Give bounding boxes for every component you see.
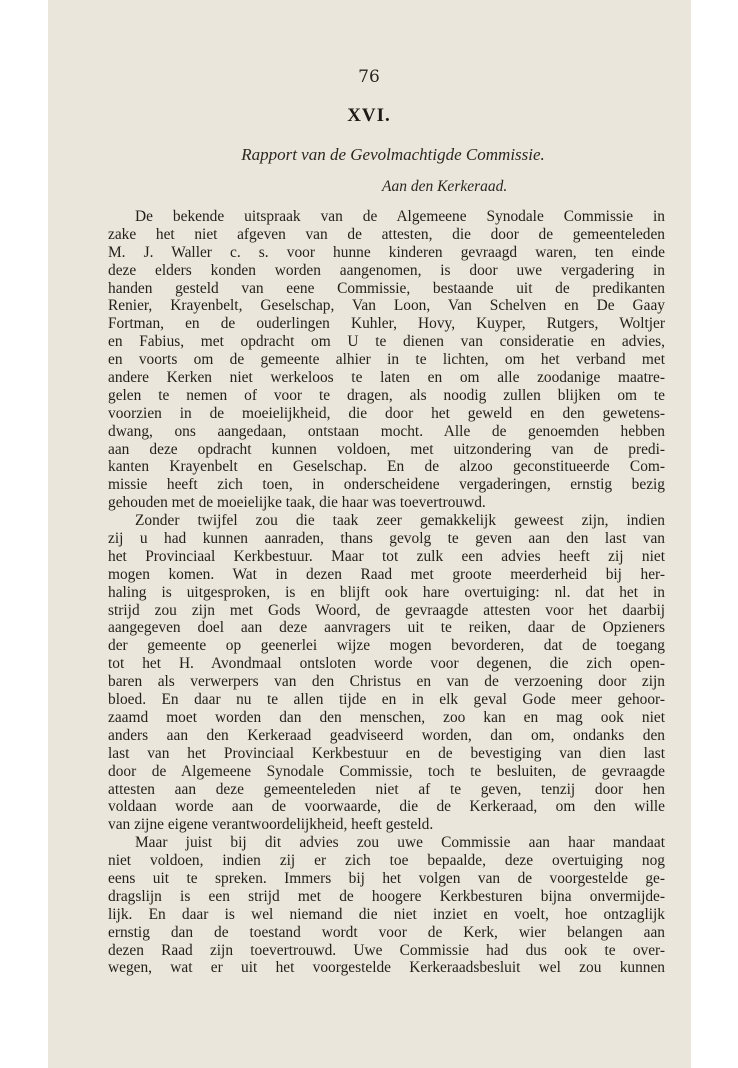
text-line: deze elders konden worden aangenomen, is door uwe vergadering in bbox=[108, 261, 665, 279]
text-line: anders aan den Kerkeraad geadviseerd worden, dan om, ondanks den bbox=[108, 726, 665, 744]
text-line: dragslijn is een strijd met de hoogere Kerkbesturen bijna onvermijde- bbox=[108, 887, 665, 905]
text-line: wegen, wat er uit het voorgestelde Kerkeraadsbesluit wel zou kunnen bbox=[108, 959, 665, 977]
salutation: Aan den Kerkeraad. bbox=[382, 178, 508, 195]
text-line: baren als verwerpers van den Christus en van de verzoening door zijn bbox=[108, 673, 665, 691]
text-line: dezen Raad zijn toevertrouwd. Uwe Commissie had dus ook te over- bbox=[108, 941, 665, 959]
text-line: aan deze opdracht kunnen voldoen, met uitzondering van de predi- bbox=[108, 440, 665, 458]
text-line: niet voldoen, indien zij er zich toe bepaalde, deze overtuiging nog bbox=[108, 852, 665, 870]
text-line: bloed. En daar nu te allen tijde en in elk geval Gode meer gehoor- bbox=[108, 691, 665, 709]
text-line: aangegeven doel aan deze aanvragers uit te reiken, daar de Opzieners bbox=[108, 619, 665, 637]
text-line: zaamd moet worden dan den menschen, zoo kan en mag ook niet bbox=[108, 708, 665, 726]
document-title: Rapport van de Gevolmachtigde Commissie. bbox=[241, 145, 545, 164]
text-line: voorzien in de moeielijkheid, die door het geweld en den gewetens- bbox=[108, 404, 665, 422]
text-line: Fortman, en de ouderlingen Kuhler, Hovy, Kuyper, Rutgers, Woltjer bbox=[108, 315, 665, 333]
text-line: Maar juist bij dit advies zou uwe Commissie aan haar mandaat bbox=[135, 834, 665, 852]
text-line: der gemeente op geenerlei wijze mogen bevorderen, dat de toegang bbox=[108, 637, 665, 655]
text-line: gelen te nemen of voor te dragen, als noodig zullen blijken om te bbox=[108, 386, 665, 404]
text-line: en voorts om de gemeente alhier in te lichten, om het verband met bbox=[108, 351, 665, 369]
text-line: zij u had kunnen aanraden, thans gevolg te geven aan den last van bbox=[108, 530, 665, 548]
text-line: strijd zou zijn met Gods Woord, de gevraagde attesten voor het daarbij bbox=[108, 601, 665, 619]
text-line: M. J. Waller c. s. voor hunne kinderen gevraagd waren, ten einde bbox=[108, 243, 665, 261]
section-heading: XVI. bbox=[347, 105, 391, 126]
text-line: ernstig dan de toestand wordt voor de Kerk, wier belangen aan bbox=[108, 923, 665, 941]
text-line: mogen komen. Wat in dezen Raad met groote meerderheid bij her- bbox=[108, 565, 665, 583]
text-line: dwang, ons aangedaan, ontstaan mocht. Alle de genoemden hebben bbox=[108, 422, 665, 440]
text-line: voldaan worde aan de voorwaarde, die de Kerkeraad, om den wille bbox=[108, 798, 665, 816]
text-line: en Fabius, met opdracht om U te dienen van consideratie en advies, bbox=[108, 333, 665, 351]
text-line: lijk. En daar is wel niemand die niet inziet en voelt, hoe ontzaglijk bbox=[108, 905, 665, 923]
page-number: 76 bbox=[358, 67, 380, 87]
text-line: kanten Krayenbelt en Geselschap. En de alzoo geconstitueerde Com- bbox=[108, 458, 665, 476]
text-line: haling is uitgesproken, is en blijft ook hare overtuiging: nl. dat het in bbox=[108, 583, 665, 601]
text-line: zake het niet afgeven van de attesten, die door de gemeenteleden bbox=[108, 225, 665, 243]
text-line: last van het Provinciaal Kerkbestuur en de bevestiging van dien last bbox=[108, 744, 665, 762]
text-line: De bekende uitspraak van de Algemeene Synodale Commissie in bbox=[135, 208, 665, 225]
body-text bbox=[108, 208, 665, 977]
text-line: handen gesteld van eene Commissie, bestaande uit de predikanten bbox=[108, 279, 665, 297]
text-line: Renier, Krayenbelt, Geselschap, Van Loon, Van Schelven en De Gaay bbox=[108, 297, 665, 315]
text-line: het Provinciaal Kerkbestuur. Maar tot zulk een advies heeft zij niet bbox=[108, 547, 665, 565]
text-line: van zijne eigene verantwoordelijkheid, heeft gesteld. bbox=[108, 816, 434, 834]
text-line: gehouden met de moeielijke taak, die haar was toevertrouwd. bbox=[108, 494, 486, 512]
text-line: andere Kerken niet werkeloos te laten en om alle zoodanige maatre- bbox=[108, 369, 665, 387]
text-line: door de Algemeene Synodale Commissie, toch te besluiten, de gevraagde bbox=[108, 762, 665, 780]
text-line: Zonder twijfel zou die taak zeer gemakkelijk geweest zijn, indien bbox=[135, 512, 665, 530]
text-line: tot het H. Avondmaal ontsloten worde voor degenen, die zich open- bbox=[108, 655, 665, 673]
text-line: attesten aan deze gemeenteleden niet af te geven, tenzij door hen bbox=[108, 780, 665, 798]
text-line: missie heeft zich toen, in onderscheidene vergaderingen, ernstig bezig bbox=[108, 476, 665, 494]
text-line: eens uit te spreken. Immers bij het volgen van de voorgestelde ge- bbox=[108, 869, 665, 887]
